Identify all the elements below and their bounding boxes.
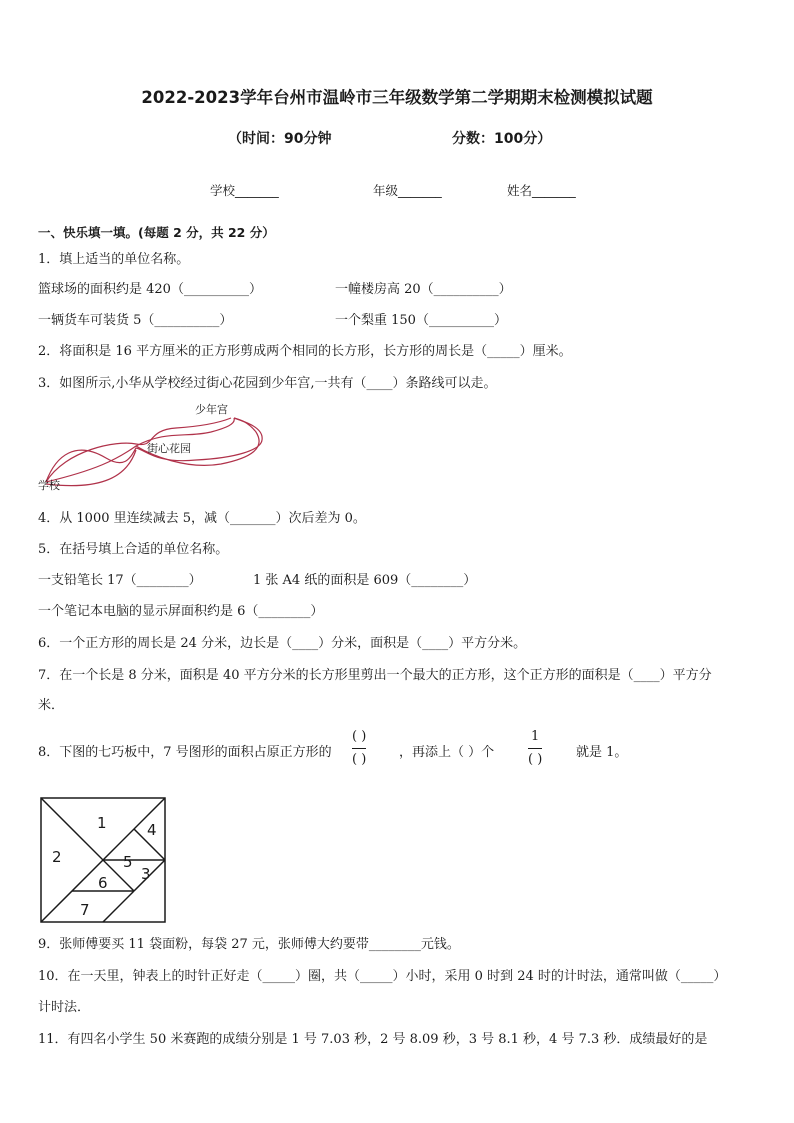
tangram-label-7: 7: [80, 901, 90, 919]
section-heading: 一、快乐填一填。(每题 2 分，共 22 分）: [38, 225, 275, 240]
exam-time: （时间：90分钟: [228, 131, 332, 147]
question-1d: 一个梨重 150（__________）: [335, 313, 507, 328]
fraction-2-bar: [528, 748, 542, 749]
question-5-stem: 5．在括号填上合适的单位名称。: [38, 542, 229, 557]
question-2: 2．将面积是 16 平方厘米的正方形剪成两个相同的长方形，长方形的周长是（_____）厘米。: [38, 344, 572, 359]
fraction-2-numerator: 1: [531, 729, 540, 744]
tangram-edge-e: [103, 891, 134, 922]
tangram-label-3: 3: [141, 865, 151, 883]
route-line-top: [46, 418, 231, 482]
tangram-label-6: 6: [98, 874, 108, 892]
question-1-stem: 1．填上适当的单位名称。: [38, 252, 190, 267]
fraction-1-denominator: ( ): [352, 752, 367, 767]
question-8-part2: ，再添上（ ）个: [399, 745, 495, 760]
question-5b: 1 张 A4 纸的面积是 609（________）: [253, 573, 477, 588]
question-1c: 一辆货车可装货 5（__________）: [38, 313, 233, 328]
question-8-part1: 8．下图的七巧板中，7 号图形的面积占原正方形的: [38, 745, 332, 760]
tangram-label-4: 4: [147, 821, 157, 839]
question-8-part3: 就是 1。: [576, 745, 628, 760]
question-7-line2: 米．: [38, 698, 65, 713]
tangram-diagonal: [41, 798, 134, 891]
question-5c: 一个笔记本电脑的显示屏面积约是 6（________）: [38, 604, 324, 619]
question-7-line1: 7．在一个长是 8 分米，面积是 40 平方分米的长方形里剪出一个最大的正方形，这个正方形的面积是（____）平方分: [38, 668, 712, 683]
grade-field: 年级_______: [373, 183, 442, 198]
page-title: 2022-2023学年台州市温岭市三年级数学第二学期期末检测模拟试题: [141, 88, 653, 107]
map-label-school: 学校: [38, 479, 60, 492]
name-field: 姓名_______: [507, 183, 576, 198]
map-label-garden: 街心花园: [147, 442, 191, 455]
exam-score: 分数：100分）: [452, 131, 552, 147]
question-10-line2: 计时法．: [38, 1000, 91, 1015]
school-field: 学校_______: [210, 183, 279, 198]
fraction-1-numerator: ( ): [352, 729, 367, 744]
question-1a: 篮球场的面积约是 420（__________）: [38, 282, 262, 297]
fraction-1-bar: [352, 748, 366, 749]
tangram-label-5: 5: [123, 853, 133, 871]
question-6: 6．一个正方形的周长是 24 分米，边长是（____）分米，面积是（____）平方分米。: [38, 636, 527, 651]
fraction-blank-1: [352, 729, 366, 768]
fraction-blank-2: [528, 729, 542, 768]
question-4: 4．从 1000 里连续减去 5，减（_______）次后差为 0。: [38, 511, 366, 526]
tangram-label-1: 1: [97, 814, 107, 832]
question-9: 9．张师傅要买 11 袋面粉，每袋 27 元，张师傅大约要带________元钱。: [38, 937, 460, 952]
map-label-palace: 少年宫: [195, 403, 228, 416]
question-3: 3．如图所示,小华从学校经过街心花园到少年宫,一共有（____）条路线可以走。: [38, 376, 497, 391]
question-5a: 一支铅笔长 17（________）: [38, 573, 202, 588]
question-1b: 一幢楼房高 20（__________）: [335, 282, 512, 297]
question-10-line1: 10．在一天里，钟表上的时针正好走（_____）圈，共（_____）小时，采用 0 时到 24 时的计时法，通常叫做（_____）: [38, 969, 727, 984]
fraction-2-denominator: ( ): [528, 752, 543, 767]
tangram-label-2: 2: [52, 848, 62, 866]
question-11: 11．有四名小学生 50 米赛跑的成绩分别是 1 号 7.03 秒，2 号 8.09 秒，3 号 8.1 秒，4 号 7.3 秒．成绩最好的是: [38, 1032, 708, 1047]
